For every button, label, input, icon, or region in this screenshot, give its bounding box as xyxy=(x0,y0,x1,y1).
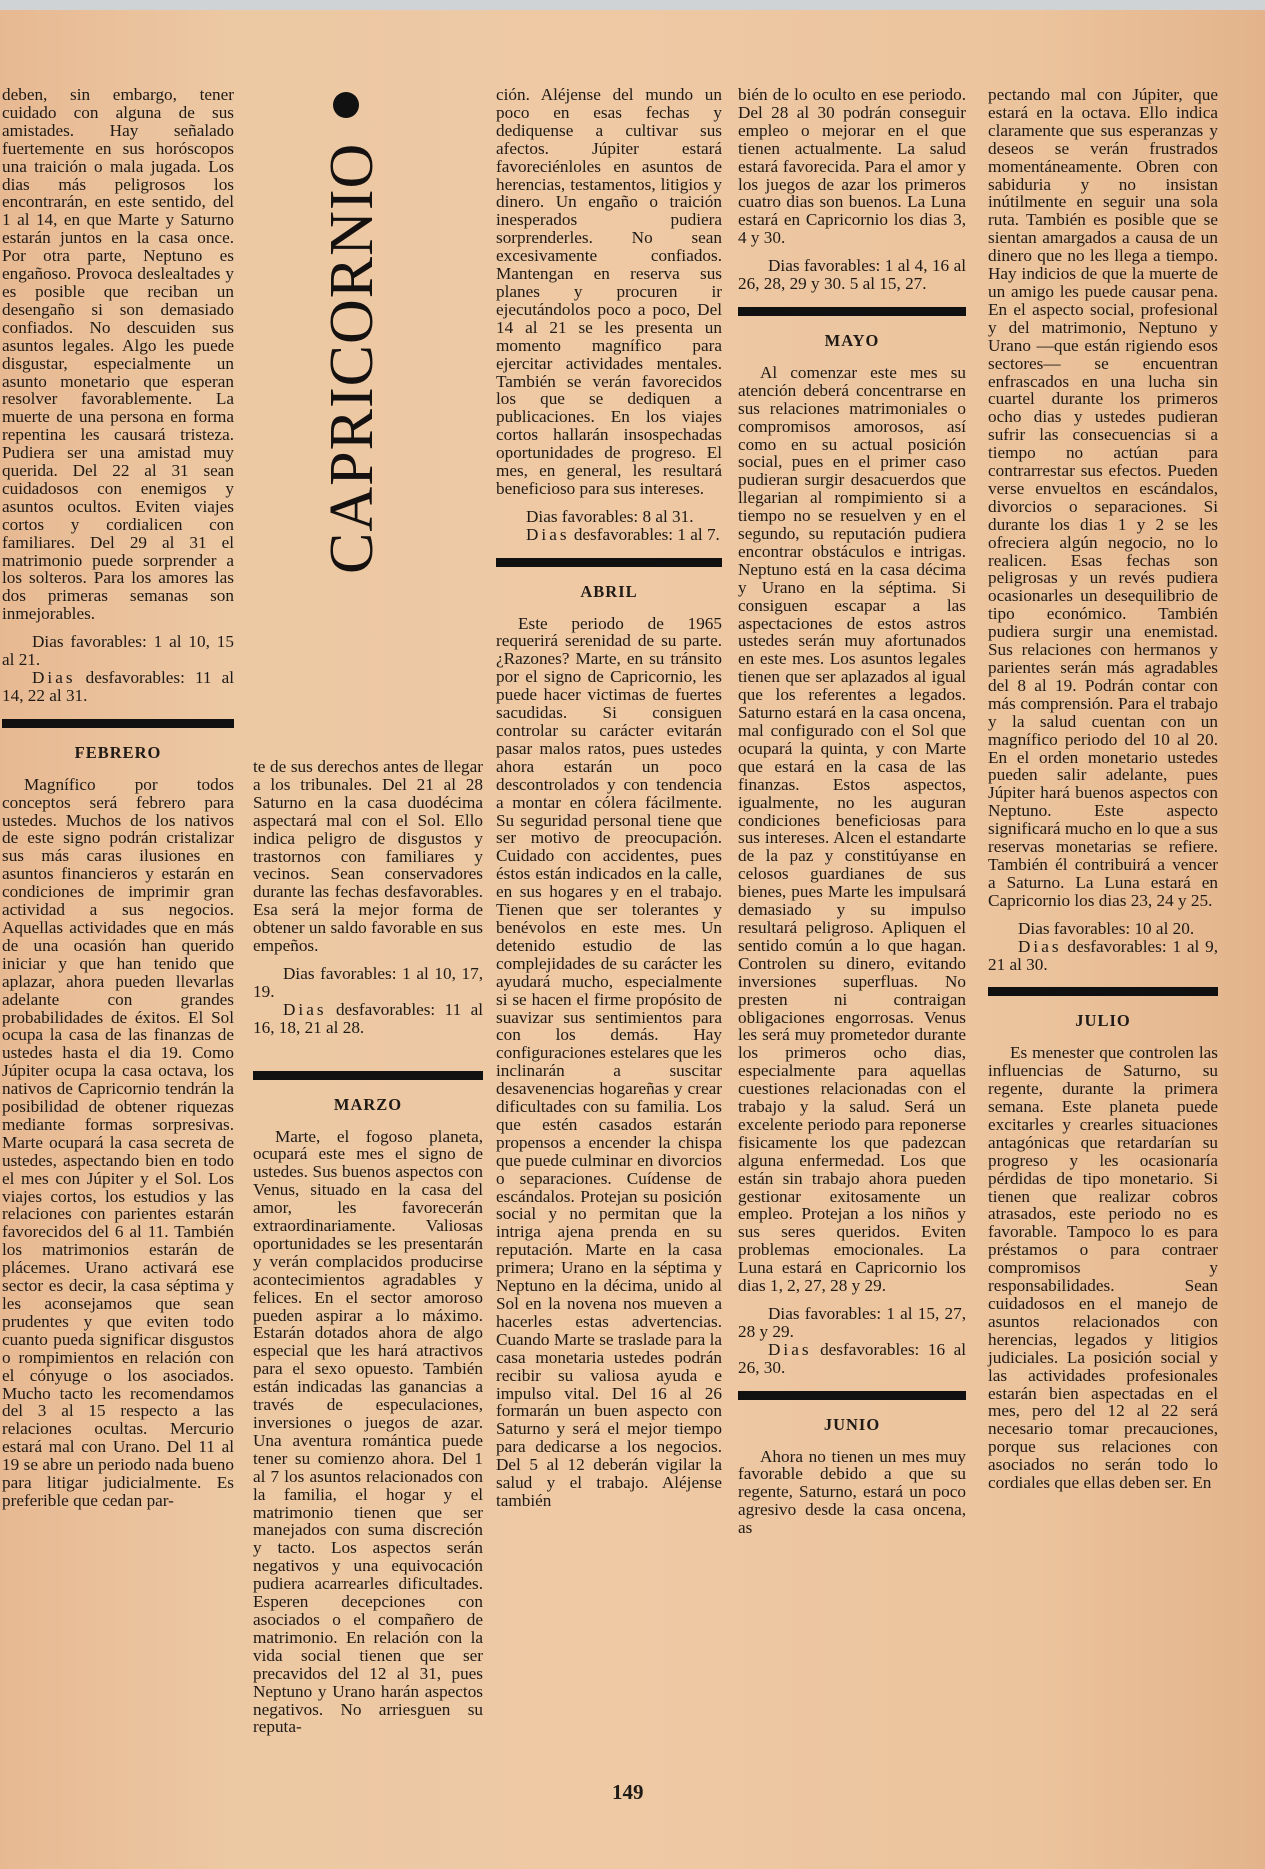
paragraph: pectando mal con Júpiter, que estará en la octava. Ello indica claramente que sus esperanzas y deseos se verán frustrados momentáneamente. Obren con sabiduria y no insistan inútilmente en seguir una sola ruta. También es posible que se sientan amargados a causa de un dinero que no les llega a tiempo. Hay indicios de que la muerte de un amigo les puede causar pena. En el aspecto social, profesional y del matrimonio, Neptuno y Urano —que están rigiendo esos sectores— se encuentran enfrascados en una lucha sin cuartel durante los primeros ocho dias y ustedes pudieran sufrir las consecuencias si a tiempo no actúan para contrarrestar sus efectos. Pueden verse envueltos en escándalos, divorcios o separaciones. Si durante los dias 1 y 2 se les ofreciera algún negocio, no lo realicen. Esas fechas son peligrosas y un revés pudiera ocasionarles un desequilibrio de tipo económico. También pudiera surgir una enemistad. Sus relaciones con hermanos y parientes serán más agradables del 8 al 19. Podrán contar con más comprensión. Para el trabajo y la salud cuentan con un magnífico periodo del 10 al 20. En el orden monetario ustedes pueden salir adelante, pues Júpiter hará buenos aspectos con Neptuno. Este aspecto significará mucho en lo que a sus reservas monetarias se refiere. También él contribuirá a vencer a Saturno. La Luna estará en Capricornio los dias 23, 24 y 25. xyxy=(988,85,1218,910)
paragraph: Ahora no tienen un mes muy favorable debido a que su regente, Saturno, estará un poco agresivo desde la casa oncena, as xyxy=(738,1446,966,1538)
unfavorable-days xyxy=(738,1341,966,1377)
paragraph: ción. Aléjense del mundo un poco en esas fechas y dediquense a cultivar sus afectos. Júpiter estará favoreciénloles en asuntos de herencias, testamentos, litigios y dinero. Un engaño o traición inesperados pudiera sorprenderles. No sean excesivamente confiados. Mantengan en reserva sus planes y procuren ir ejecutándolos poco a poco, Del 14 al 21 se les presenta un momento magnífico para ejercitar actividades mentales. También se verán favorecidos los que se dediquen a publicaciones. En los viajes cortos hallarán insospechadas oportunidades de progreso. El mes, en general, les resultará beneficioso para sus intereses. xyxy=(496,85,722,498)
section-divider xyxy=(738,307,966,316)
unfavorable-days-text: desfavorables: 11 al 14, 22 al 31. xyxy=(2,668,235,705)
page-number: 149 xyxy=(612,1780,644,1804)
column-1 xyxy=(2,86,234,1510)
favorable-days: Dias favorables: 8 al 31. xyxy=(526,506,694,526)
unfavorable-days xyxy=(496,526,722,544)
paragraph: Es menester que controlen las influencias de Saturno, su regente, durante la primera semana. Este planeta puede excitarles y crearles situaciones antagónicas que retardarían su progreso y les ocasionaría pérdidas de tipo monetario. Si tienen que realizar cobros atrasados, este periodo no es favorable. Tampoco lo es para préstamos o para contraer compromisos y responsabilidades. Sean cuidadosos en el manejo de asuntos relacionados con herencias, legados y litigios judiciales. La posición social y las actividades profesionales estarán bien aspectadas en el mes, pero del 12 al 22 será necesario tomar precauciones, porque sus relaciones con asociados no serán todo lo cordiales que ellas deben ser. En xyxy=(988,1043,1218,1493)
paragraph: te de sus derechos antes de llegar a los tribunales. Del 21 al 28 Saturno en la casa duodécima aspectará mal con el Sol. Ello indica peligro de disgustos y trastornos con familiares y vecinos. Sean conservadores durante las fechas desfavorables. Esa será la mejor forma de obtener un saldo favorable en sus empeños. xyxy=(253,757,483,956)
paragraph: Magnífico por todos conceptos será febrero para ustedes. Muchos de los nativos de este signo podrán cristalizar sus más caras ilusiones en asuntos financieros y estarán en condiciones de imprimir gran actividad a sus negocios. Aquellas actividades que en más de una ocasión han querido iniciar y que han tenido que aplazar, ahora pueden llevarlas adelante con grandes probabilidades de éxitos. El Sol ocupa la casa de las finanzas de ustedes hasta el dia 19. Como Júpiter ocupa la casa octava, los nativos de Capricornio tendrán la posibilidad de obtener riquezas mediante formas sorpresivas. Marte ocupará la casa secreta de ustedes, aspectando bien en todo el mes con Júpiter y el Sol. Los viajes cortos, los estudios y las relaciones con parientes estarán favorecidos del 6 al 11. También los matrimonios estarán de plácemes. Urano activará ese sector es decir, la casa séptima y les aconsejamos que sean prudentes y que eviten todo cuanto pueda significar disgustos o rompimientos en relación con el cónyuge o los asociados. Mucho tacto les recomendamos del 3 al 15 respecto a las relaciones ocultas. Mercurio estará mal con Urano. Del 11 al 19 se abre un periodo nada bueno para litigar judicialmente. Es preferible que cedan par- xyxy=(2,774,234,1510)
section-divider xyxy=(496,558,722,567)
paragraph: Este periodo de 1965 requerirá serenidad de su parte. ¿Razones? Marte, en su tránsito por el signo de Capricornio, les puede hacer victimas de fuertes sacudidas. Si consiguen controlar su carácter evitarán pasar malos ratos, pues ustedes ahora estarán un poco descontrolados y con tendencia a montar en cólera fácilmente. Su seguridad personal tiene que ser motivo de preocupación. Cuidado con accidentes, pues éstos están indicados en la calle, en sus hogares y en el trabajo. Tienen que ser tolerantes y benévolos en este mes. Un detenido estudio de las complejidades de su carácter les ayudará mucho, especialmente si se hacen el firme propósito de suavizar sus sentimientos para con los demás. Hay configuraciones estelares que les inclinarán a suscitar desavenencias hogareñas y crear dificultades con su familia. Los que estén casados estarán propensos a encender la chispa que puede culminar en divorcios o separaciones. Cuídense de escándalos. Protejan su posición social y no permitan que la intriga ajena prenda en su reputación. Marte en la casa primera; Urano en la séptima y Neptuno en la décima, unido al Sol en la novena nos mueven a hacerles estas advertencias. Cuando Marte se traslade para la casa monetaria ustedes podrán recibir su valiosa ayuda e impulso vital. Del 16 al 26 formarán un buen aspecto con Saturno y será el mejor tiempo para dedicarse a los negocios. Del 5 al 12 deberán vigilar la salud y el trabajo. Aléjense también xyxy=(496,613,722,1510)
favorable-days: Dias favorables: 1 al 4, 16 al 26, 28, 29 y 30. 5 al 15, 27. xyxy=(738,256,966,294)
month-heading-junio: JUNIO xyxy=(823,1414,881,1434)
section-divider xyxy=(738,1391,966,1400)
month-heading-febrero: FEBRERO xyxy=(74,742,162,762)
favorable-days: Dias favorables: 1 al 15, 27, 28 y 29. xyxy=(738,1304,966,1341)
unfavorable-days-text: desfavorables: 1 al 9, 21 al 30. xyxy=(988,936,1219,974)
month-heading-julio: JULIO xyxy=(1075,1011,1131,1031)
month-heading-marzo: MARZO xyxy=(333,1094,403,1114)
unfavorable-days-label: Dias xyxy=(32,668,76,687)
unfavorable-days-text: desfavorables: 1 al 7. xyxy=(573,524,720,544)
column-2-body xyxy=(253,758,483,1736)
favorable-days: Dias favorables: 1 al 10, 17, 19. xyxy=(253,963,483,1001)
column-5 xyxy=(988,86,1218,1492)
unfavorable-days xyxy=(253,1001,483,1037)
paragraph: Marte, el fogoso planeta, ocupará este mes el signo de ustedes. Sus buenos aspectos con Venus, situado en la casa del amor, les favorecerán extraordinariamente. Valiosas oportunidades se les presentarán y verán complacidos producirse acontecimientos agradables y felices. En el sector amoroso pueden aspirar a lo máximo. Estarán dotados ahora de algo especial que les hará atractivos para el sexo opuesto. También están indicadas las ganancias a través de especulaciones, inversiones o juegos de azar. Una aventura romántica puede tener su comienzo ahora. Del 1 al 7 los asuntos relacionados con la familia, el hogar y el matrimonio tienen que ser manejados con suma discreción y tacto. Los aspectos serán negativos y una equivocación pudiera acarrearles dificultades. Esperen decepciones con asociados o el compañero de matrimonio. En relación con la vida social tienen que ser precavidos del 12 al 31, pues Neptuno y Urano harán aspectos negativos. No arriesguen su reputa- xyxy=(253,1126,483,1737)
unfavorable-days-text: desfavorables: 16 al 26, 30. xyxy=(738,1339,967,1377)
paragraph: deben, sin embargo, tener cuidado con alguna de sus amistades. Hay señalado fuertemente en sus horóscopos una traición o mala jugada. Los dias más peligrosos los encontrarán, en este sentido, del 1 al 14, en que Marte y Saturno estarán juntos en la casa once. Por otra parte, Neptuno es engañoso. Provoca deslealtades y es posible que reciban un desengaño si son demasiado confiados. No descuiden sus asuntos legales. Algo les puede disgustar, especialmente un asunto monetario que esperan resolver favorablemente. La muerte de una persona en forma repentina les causará tristeza. Pudiera ser una amistad muy querida. Del 22 al 31 sean cuidadosos con enemigos y asuntos ocultos. Eviten viajes cortos y cordialicen con familiares. Del 29 al 31 el matrimonio puede sorprender a los solteros. Para los amores las dos primeras semanas son inmejorables. xyxy=(2,85,234,624)
unfavorable-days xyxy=(988,938,1218,974)
paragraph: Al comenzar este mes su atención deberá concentrarse en sus relaciones matrimoniales o compromisos amorosos, así como en su actual posición social, pues en el primer caso pudieran surgir desacuerdos que llegarian al rompimiento si a tiempo no se resuelven y en el segundo, su reputación pudiera encontrar obstáculos e intrigas. Neptuno está en la casa décima y Urano en la séptima. Si consiguen escapar a las aspectaciones de estos astros ustedes serán muy afortunados en este mes. Los asuntos legales tienen que ser aplazados al igual que los referentes a legados. Saturno estará en la casa oncena, mal configurado con el Sol que ocupará la quinta, y con Marte que estará en la casa de las finanzas. Estos aspectos, igualmente, no les auguran condiciones beneficiosas para sus intereses. Alcen el estandarte de la paz y constitúyanse en celosos guardianes de sus bienes, pues Marte les impulsará demasiado y su impulso resultará peligroso. Apliquen el sentido común a lo que hagan. Controlen su dinero, evitando inversiones superfluas. No presten ni contraigan obligaciones engorrosas. Venus les será muy prometedor durante los primeros ocho dias, especialmente para aquellas cuestiones relacionadas con el trabajo y la salud. Será un excelente periodo para reponerse fisicamente los que padezcan alguna enfermedad. Los que están sin trabajo ahora pueden gestionar exitosamente un empleo. Protejan a los niños y sus seres queridos. Eviten problemas emocionales. La Luna estará en Capricornio los dias 1, 2, 27, 28 y 29. xyxy=(738,362,966,1296)
sign-title: CAPRICORNIO xyxy=(318,142,386,574)
month-heading-mayo: MAYO xyxy=(824,330,880,350)
column-4 xyxy=(738,86,966,1537)
column-3 xyxy=(496,86,722,1510)
unfavorable-days-text: desfavorables: 11 al 16, 18, 21 al 28. xyxy=(253,999,483,1037)
unfavorable-days-label: Dias xyxy=(1018,936,1062,956)
section-divider xyxy=(2,719,234,728)
unfavorable-days-label: Dias xyxy=(283,999,327,1019)
unfavorable-days-label: Dias xyxy=(768,1339,812,1359)
scan-top-edge xyxy=(0,0,1265,10)
favorable-days: Dias favorables: 10 al 20. xyxy=(1018,918,1195,938)
section-divider xyxy=(253,1071,483,1080)
section-divider xyxy=(988,987,1218,996)
favorable-days: Dias favorables: 1 al 10, 15 al 21. xyxy=(2,632,234,670)
unfavorable-days xyxy=(2,669,234,705)
paragraph: bién de lo oculto en ese periodo. Del 28 al 30 podrán conseguir empleo o mejorar en el que tienen actualmente. La salud estará favorecida. Para el amor y los juegos de azar los primeros cuatro dias son buenos. La Luna estará en Capricornio los dias 3, 4 y 30. xyxy=(738,85,966,248)
month-heading-abril: ABRIL xyxy=(580,581,638,601)
unfavorable-days-label: Dias xyxy=(526,524,570,544)
sign-title-dot xyxy=(333,92,359,118)
